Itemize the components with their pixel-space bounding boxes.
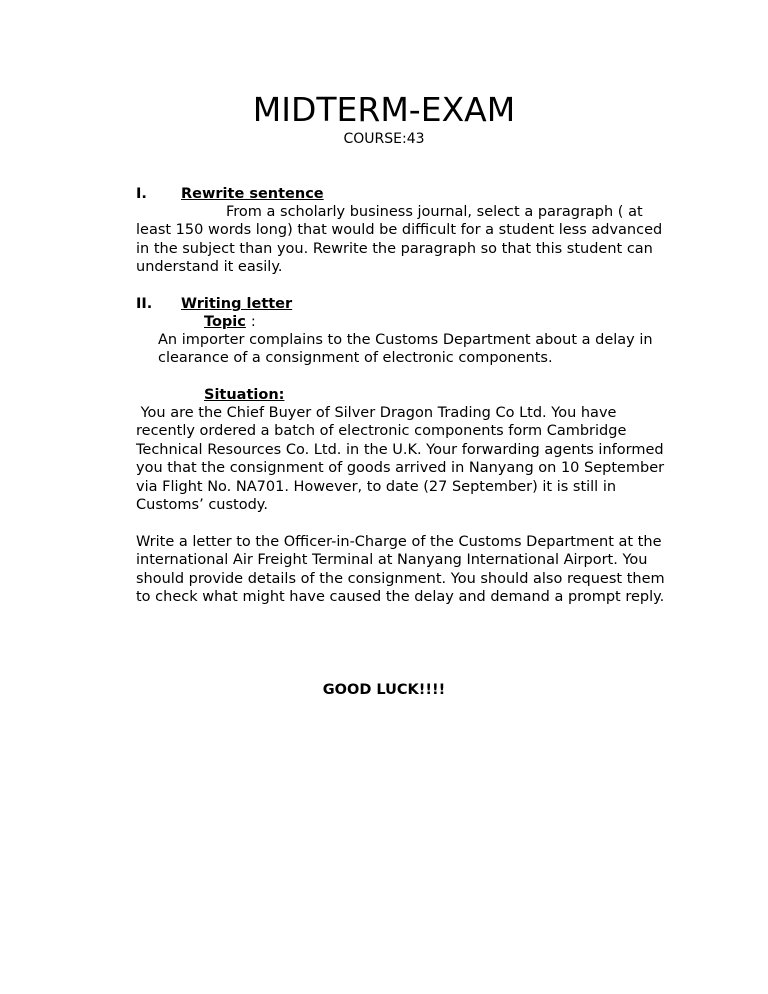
section-1-title: Rewrite sentence: [181, 186, 324, 202]
section-2-heading: [136, 295, 292, 313]
closing-message: GOOD LUCK!!!!: [322, 682, 446, 698]
task-text: Write a letter to the Officer-in-Charge of the Customs Department at the international Air Freight Terminal at Nanyang International Airport. You should provide details of the consignment. You should also request them to check what might have caused the delay and demand a prompt reply.: [136, 534, 665, 606]
situation-text: You are the Chief Buyer of Silver Dragon Trading Co Ltd. You have recently ordered a batch of electronic components form Cambridge Technical Resources Co. Ltd. in the U.K. Your forwarding agents informed you that the consignment of goods arrived in Nanyang on 10 September via Flight No. NA701. However, to date (27 September) it is still in Customs’ custody.: [136, 405, 669, 514]
section-2-title: Writing letter: [181, 296, 293, 312]
situation-label: Situation:: [204, 387, 285, 403]
section-1-heading: [136, 185, 324, 203]
page-title: MIDTERM-EXAM: [252, 90, 516, 129]
topic-text: An importer complains to the Customs Department about a delay in clearance of a consignment of electronic components.: [158, 332, 653, 367]
section-1-text: From a scholarly business journal, select a paragraph ( at least 150 words long) that would be difficult for a student less advanced in the subject than you. Rewrite the paragraph so that this student can understand it easily.: [136, 204, 663, 276]
section-1-number: I.: [136, 186, 147, 202]
situation-heading: [204, 386, 284, 404]
topic-colon: :: [250, 314, 256, 330]
topic-heading: [204, 313, 256, 331]
section-1-paragraph: [136, 203, 666, 277]
section-2-number: II.: [136, 296, 153, 312]
topic-label: Topic: [204, 314, 246, 330]
course-label: COURSE:43: [343, 131, 425, 147]
